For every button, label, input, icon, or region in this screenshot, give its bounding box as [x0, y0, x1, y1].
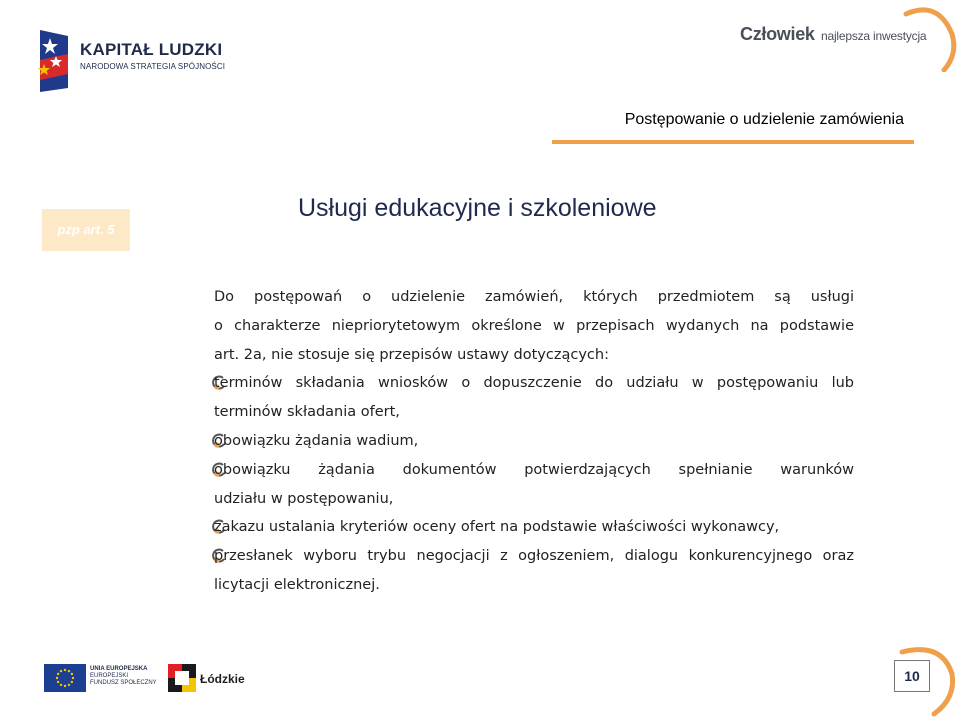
list-item-text: terminów składania wniosków o dopuszczenie do udziału w postępowaniu lub [214, 375, 854, 392]
header-divider [552, 140, 914, 144]
eu-flag-icon [44, 664, 86, 692]
czlowiek-word: Człowiek [740, 24, 815, 44]
list-item-text-continued: udziału w postępowaniu, [214, 490, 394, 507]
eu-text [90, 666, 157, 687]
list-item-text: zakazu ustalania kryteriów oceny ofert na podstawie właściwości wykonawcy, [214, 519, 780, 536]
list-item [214, 427, 854, 456]
intro-line: o charakterze niepriorytetowym określone w przepisach wydanych na podstawie [214, 317, 854, 334]
list-item-text: obowiązku żądania wadium, [214, 432, 419, 449]
kapital-ludzki-title: KAPITAŁ LUDZKI [80, 40, 223, 59]
slide-title: Usługi edukacyjne i szkoleniowe [298, 194, 657, 222]
eu-union-label: UNIA EUROPEJSKA [90, 666, 148, 672]
czlowiek-logo [736, 4, 958, 74]
page-number: 10 [904, 668, 920, 684]
list-item [214, 456, 854, 514]
list-item [214, 542, 854, 600]
eu-fund-label: EUROPEJSKI [90, 673, 129, 679]
intro-line: art. 2a, nie stosuje się przepisów ustawy dotyczących: [214, 346, 609, 363]
czlowiek-tagline: najlepsza inwestycja [821, 29, 927, 43]
lodzkie-name: Łódzkie [200, 672, 245, 686]
kapital-ludzki-subtitle: NARODOWA STRATEGIA SPÓJNOŚCI [80, 62, 226, 71]
list-item-text: przesłanek wyboru trybu negocjacji z ogłoszeniem, dialogu konkurencyjnego oraz [214, 548, 854, 565]
orange-arc-icon [886, 4, 958, 72]
intro-line: Do postępowań o udzielenie zamówień, których przedmiotem są usługi [214, 289, 854, 305]
article-label-box [42, 209, 130, 251]
list-item [214, 513, 854, 542]
list-item [214, 369, 854, 427]
lodzkie-logo [168, 664, 248, 696]
eu-fund-label: FUNDUSZ SPOŁECZNY [90, 680, 157, 686]
article-label: pzp art. 5 [57, 222, 115, 237]
slide-body [214, 283, 854, 600]
page-number-badge [894, 660, 930, 692]
kapital-ludzki-flag-icon [36, 30, 72, 92]
eu-logo [44, 664, 164, 696]
lodzkie-mark-icon [168, 664, 196, 692]
list-item-text-continued: terminów składania ofert, [214, 404, 400, 421]
kapital-ludzki-logo [36, 30, 236, 92]
list-item-text: obowiązku żądania dokumentów potwierdzających spełnianie warunków [214, 461, 854, 478]
list-item-text-continued: licytacji elektronicznej. [214, 576, 380, 593]
section-title: Postępowanie o udzielenie zamówienia [624, 111, 904, 128]
